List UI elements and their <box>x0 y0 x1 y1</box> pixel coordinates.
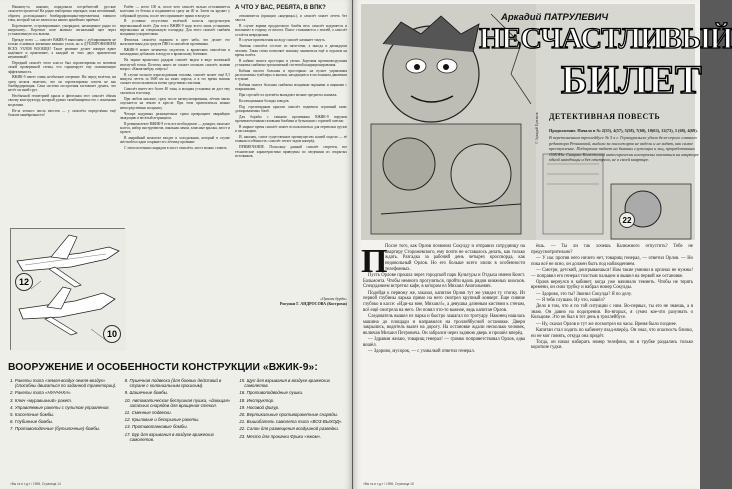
story-paragraph: ёшь. — Ты ли так хочешь Калюжного отпустить? Тебе не предусмотрительно? <box>531 244 693 255</box>
story-column-2 <box>531 244 693 476</box>
paragraph: Прежде всего — самолёт ВЖИК-9 выполнен с дублированием не только основных жизненно важных узлов, но и ДУБЛИРОВАНИЕМ ВСЕХ УЗЛОВ ВООБЩЕ! Такое решение делает аппарат вдвое надёжнее и практичнее, а каждый из этих двух практически неуязвимый! <box>8 38 116 60</box>
weapon-item: 16. Противоподводные пушки. <box>239 390 304 396</box>
story-paragraph: После того, как Орлов позвонил Сокулду и отправил сотрудницу на квартиру Сторожевского, ему почти не оставалось делать, как только ждать. Разгадка за рабочий день четырех кроссворда, как недовольный Орлов. Но его больше всего злили в особенности телефонных. <box>385 244 525 272</box>
paragraph: В аварийный комплект входит и холодильник, который в случае жёсткой посадки сохранит его лётчику провиант. <box>120 136 230 145</box>
weapon-item: 9. Шашечные бомбы. <box>124 390 169 396</box>
paragraph: Под стреловидным крылом самолёт подвешен огромный запас дозаправляемых бомб. <box>235 104 347 114</box>
weapon-item: 8. Пушечная подвеска (для боевых действий в стране с колониальным прошлым). <box>124 378 222 389</box>
weapons-column-1 <box>10 378 117 482</box>
weapon-item: 7. Противолодочные (бутылочные) бомбы. <box>10 426 101 432</box>
weapon-item: 18. Инструктор. <box>239 397 275 403</box>
weapon-item: 22. Салон для размещения воздушной разведки. <box>239 426 340 432</box>
paragraph: Самолёт имеет вес более 40 тонн, и мощная установка не даст ему свалиться в штопор. <box>120 87 230 96</box>
title-line-2: БИЛЕТ <box>561 57 702 102</box>
comic-illustration <box>361 4 732 240</box>
story-paragraph: Подойдя к первому же, заказал, капитан Орлов тут же увидел ту стопку. Из первой глубины ларька прямо на него смотрел крупный конверт. Еще сияние глубоко в кассе: «Иди-ка мне, Михаил!», а девушка длинным кистями к стенам, всё ещё смотрела на него. Он понял что-то важное, ведь капитан Орлов. <box>363 290 525 313</box>
paragraph: На экране вражеских радаров самолёт виден в виде маленькой изогнутой точки. Поэтому никто не сможет опознать самолёт, вызвав вопрос «Какая-нибудь смерть»! <box>120 58 230 71</box>
page-footer-left: «Вы та и т.д.» / 1998, Страница 14 <box>10 482 61 486</box>
credit-source: «Орален бурди» <box>319 296 347 301</box>
paragraph: Кабина пилота большая и просторная: на пульте управления расположены тумблеры и кнопки, находящиеся в постоянном движении в тумане. <box>235 68 347 82</box>
paragraph: Фюзеляж самолёта окрашен в цвет неба, что делает его малозаметным для средств ПВО и самолётов противника. <box>120 38 230 47</box>
weapon-item: 4. Управляемые ракеты с пультом управления. <box>10 404 110 410</box>
paragraph: Коллекционные болиды заводов. <box>239 99 290 104</box>
weapon-item: 13. Противотанковые бомбы. <box>124 424 188 430</box>
side-credit: © Аркадий Булгаков <box>535 112 539 144</box>
weapon-item: 3. Ключ «муравьиный» ракет. <box>10 397 72 403</box>
paragraph: В случае взрыва продуктового бомбы весь самолёт надувается и всплывает в сторону от пилота. Пилот сталкивается с землёй, а самолёт остаётся невредимым. <box>235 24 347 37</box>
comic-number: 22 <box>619 212 635 228</box>
weapon-item: 10. Автоматическая беспушная пушка, «дающая» запасных снарядов для вращения стекол. <box>124 397 231 408</box>
paragraph: Короткошеее, островершинное, узкорядное, насыщенное радио по интрошиту... Короткое поле вызвало сигнальный щит через установленную ось вызова. <box>8 23 116 37</box>
weapon-item: 1. Ракеты типа «земля-воздух-земля-воздух» (способны двигаться по заданной траектории). <box>10 378 117 389</box>
paragraph: Четыре надувных разноцветных трапа превращают аварийную эвакуацию в весёлый аттракцион. <box>120 111 230 120</box>
paragraph: ВЖИК-9 имеет очень необычное оперение. Ни перед взлётом, ни сразу нельзя заметить, что он спроектирован совсем не как бомбардировщик. Сама система построения заставляет думать, что несёт он иной груз. <box>8 75 116 93</box>
paragraph: В условиях отсутствия взлётной полосы предусмотрен вертикальный взлёт. Для этого ВЖИК-9 надо всего лишь установить вертикально на специальную площадку. Для этого самолёт снабжён мощными ускорителями. <box>120 19 230 37</box>
publication-history: Продолжение. Начало в № 2(55), 4(57), 5(58), 7(60), 10(63), 12(73), 3 (68), 4(69). <box>549 128 698 133</box>
paragraph: В ремкомплекте ВЖИК-9 есть все необходимое — домкрат, запасное колесо, набор инструментов, паяльная лампа, запасные крылья, хвост и прочее. <box>120 121 230 135</box>
paragraph: Кабина пилота большая снабжена мощными экранами и ящиками с покрышками. <box>235 83 347 92</box>
paragraph: ВЖИК-9 может незаметно подлетать к вражеским самолётам и неожиданно добавлять в воздухе к вражескому боевиков. <box>120 48 230 57</box>
paragraph: С этим полезным снарядом в хвост самолёта, хвост можно ставить <box>124 146 227 151</box>
aircraft-illustration <box>10 228 125 350</box>
weapon-item: 20. Вертикальные противоракетные снаряды. <box>239 412 339 418</box>
page-footer-right: «Вы та и т.д.» / 1998, Страница 15 <box>363 482 414 486</box>
story-paragraph: Пусть Орлове прошла через городской парк Культуры и Отдыха имени Конст. Бальмонта. Чтобы немного прогуляться, пройти вдоль рядов книжных киосков. Спецзданием встретил кафе, в котором ел Михаил Анатольевич. <box>363 273 525 290</box>
weapon-item: 23. Место для прокачки Фрики «ежом». <box>239 433 322 439</box>
weapon-item: 17. Бур для взрывания в воздухе вражеских самолетов. <box>124 431 215 442</box>
story-paragraph: Капитан стал ходить по кабинету взад-вперёд. Он знал, что опасность близко, но не мог понять, откуда она придёт. <box>531 327 693 339</box>
weapon-item: 15. Щуп для взрывания в воздухе вражеских самолетов. <box>239 378 330 389</box>
paragraph: ПРИМЕЧАНИЕ. Поскольку данный самолёт секретен, все технические характеристики приведены по сведениям из открытых источников. <box>235 145 347 158</box>
weapons-column-2 <box>125 378 232 482</box>
story-paragraph: — Здравия желаю, товарищ генерал! — громко поприветствовал Орлов, едва вошёл. <box>363 337 525 348</box>
paragraph: Передний самолёт этого класса был спроектирован по мотивам самой проверенной схемы, что гарантирует ему пожизненную эффективность. <box>8 61 116 74</box>
weapon-item: 2. Ракеты типа «НУНЧАКА». <box>10 390 72 396</box>
credit-artist: Рисунки Г. АНДРОСОВА (Кострома) <box>279 301 347 306</box>
story-paragraph: — Здорово, это ты? Звонил Сокулда? Я по делу. <box>536 291 632 297</box>
story-paragraph: — У нас против него ничего нет, товарищ генерал, — ответил Орлов. — Но пока всё не ясно, он должен быть под наблюдением. <box>531 255 693 267</box>
paragraph: Экипаж самолёта состоит из пяти-семи, а иногда и двенадцати человек. Такая схема позволяет экипажу заниматься ещё и отдыхом на время полёта. <box>235 44 347 57</box>
publication-note <box>549 128 699 162</box>
left-page <box>0 0 352 489</box>
title-line-1: НЕСЧАСТЛИВЫЙ <box>479 22 732 55</box>
paragraph: При стрельбе из пулемёта выпадают мелкие предметы экипажа. <box>239 93 338 98</box>
paragraph: Из-за четного числа хвостов — у самолёта определённо ещё больше манёвренности! <box>8 108 116 117</box>
article-column-3 <box>235 5 347 295</box>
right-page <box>353 0 732 489</box>
story-subtitle: ДЕТЕКТИВНАЯ ПОВЕСТЬ <box>549 112 661 121</box>
callout-12: 12 <box>15 273 33 291</box>
paragraph: отваливается (принцип «ящерицы»), и самолёт может лететь без хвоста. <box>235 14 347 23</box>
paragraph: При любом наклоне, сразу после катапультирования, лётчик мягко опускается на землю в кресле. При этом приземлиться можно непосредственно на крышу. <box>120 97 230 110</box>
story-paragraph: Следователь вышел из парка и быстро зашагал по тротуару. Наконец нашлась машина до площади и направился на троллейбусной остановке. Двери закрылись, водитель вылез на дорогу. На остановке ждали несколько человек, включая Михаил Петровича. Он забрался через заднюю дверь и прошёл вперёд. <box>363 313 525 337</box>
story-paragraph: — Ну, сказал Орлов и тут же посмотрел на часы. Время было позднее. <box>536 321 677 327</box>
weapon-item: 21. Вышибатель самолета типа «ВОЗ-ВЫХОД». <box>239 419 343 425</box>
weapon-item: 5. Кассетные бомбы. <box>10 412 55 418</box>
paragraph: В случае полного израсходования топлива, самолёт может ещё 8,3 минуты лететь за 3600 км на запах пороха, а в это время экипаж сможет воспользоваться всеми средствами спасения. <box>120 72 230 86</box>
paragraph: В случае приземления на воду самолёт начинает тонуть. <box>239 38 326 43</box>
weapon-item: 12. Крыловые и бескрылые ракеты. <box>124 417 200 423</box>
story-intro: В переполненном троллейбусе № 5 в г. Горноуральске убили бело-серого главного редактора Резниковой, выдали за пассажиров не видели и не видят, как самое преступление. Подозрение падает на бывших служащих и лиц, проработавших ОМОНа. Сыщики Калюжиной категорически настроены оказаться на квартире одной наводчицы и без отстрела, не в своей квартире. <box>549 135 699 163</box>
story-paragraph: — Я тебя слушаю. Ну что, нашёл? <box>536 297 605 303</box>
story-paragraph: — Здорово, мусорок, — с ухмылкой ответил генерал. <box>368 349 475 355</box>
story-column-1 <box>363 244 525 476</box>
story-paragraph: Орлов вернулся в кабинет, когда уже начинало темнеть. Чтобы не терять времени, он снял трубку и набрал номер Сокулды. <box>531 279 693 291</box>
paragraph: Для борьбы с танками противника ВЖИК-9 воружен противопехотными газовыми бомбами и бутылками с горючей смесью. <box>235 114 347 124</box>
paragraph: И, наконец, самое существенное преимущество нашей модели — её главная особенность: самолёт летает задом наперёд. <box>235 135 347 144</box>
paragraph: Необычной геометрией крыла и фюзеляжа этот самолёт обязан своему конструктору, который удачно скомбинировал его с опытными моделями. <box>8 94 116 107</box>
article-column-2 <box>120 5 230 355</box>
weapons-list <box>10 378 346 482</box>
article-column-1 <box>8 5 116 227</box>
story-paragraph: — Смотри, детский, доигрываешься! Нам такие умники в органах не нужны! — поправил его генерал толстым пальцем и вышел на первой же остановке. <box>531 267 693 279</box>
story-paragraph: Дело в том, что я по той ситуации с ним. Во-первых, ты его не знаешь, а я знаю. Он давно на подозрении. Во-вторых, я сумел кое-что разузнать о Кольцове. Это он был в тот день в троллейбусе. <box>531 304 693 321</box>
weapon-item: 19. Носовой фигур. <box>239 404 280 410</box>
drop-cap: П <box>361 243 388 280</box>
story-paragraph: Тогда, он начал набирать номер телефона, но в трубке раздались только короткие гудки. <box>531 339 693 351</box>
illustration-credit <box>235 296 347 306</box>
paragraph: В кабине пилота просторно и уютно. Бортовая противовоздушная установка снабжена эргономичной системой кондиционирования. <box>235 58 347 67</box>
weapons-column-3 <box>239 378 346 482</box>
weapon-item: 6. Глубинные бомбы. <box>10 419 54 425</box>
weapon-item: 11. Сменные подвески. <box>124 410 172 416</box>
weapons-heading: ВООРУЖЕНИЕ И ОСОБЕННОСТИ КОНСТРУКЦИИ «ВЖИК-9»: <box>8 362 318 373</box>
paragraph: Разбег — всего 100 м, после чего самолёт сильно отталкивается колесами от бетона и поднимается сразу на 40 м. Затем он кружит у собранной группы, после чего принимает прямо в воздухе. <box>120 5 230 18</box>
callout-10: 10 <box>103 325 121 343</box>
column-heading: А ЧТО У ВАС, РЕБЯТА, В ВПК? <box>235 5 326 11</box>
paragraph: В мирное время самолёт может использоваться для перевозки грузов и пассажиров. <box>235 125 347 134</box>
author-name: Аркадий ПАТРУЛЕВИЧ <box>501 12 609 23</box>
paragraph: Наконец-то, наконец порадовали потребителей русские самолетостроители! На радио выборочно перекрыт, пока негативный, образец долгожданного бомбардировщика-перехватчика главного типа, который так не хватало на наших армейских приёмах! <box>8 5 116 22</box>
